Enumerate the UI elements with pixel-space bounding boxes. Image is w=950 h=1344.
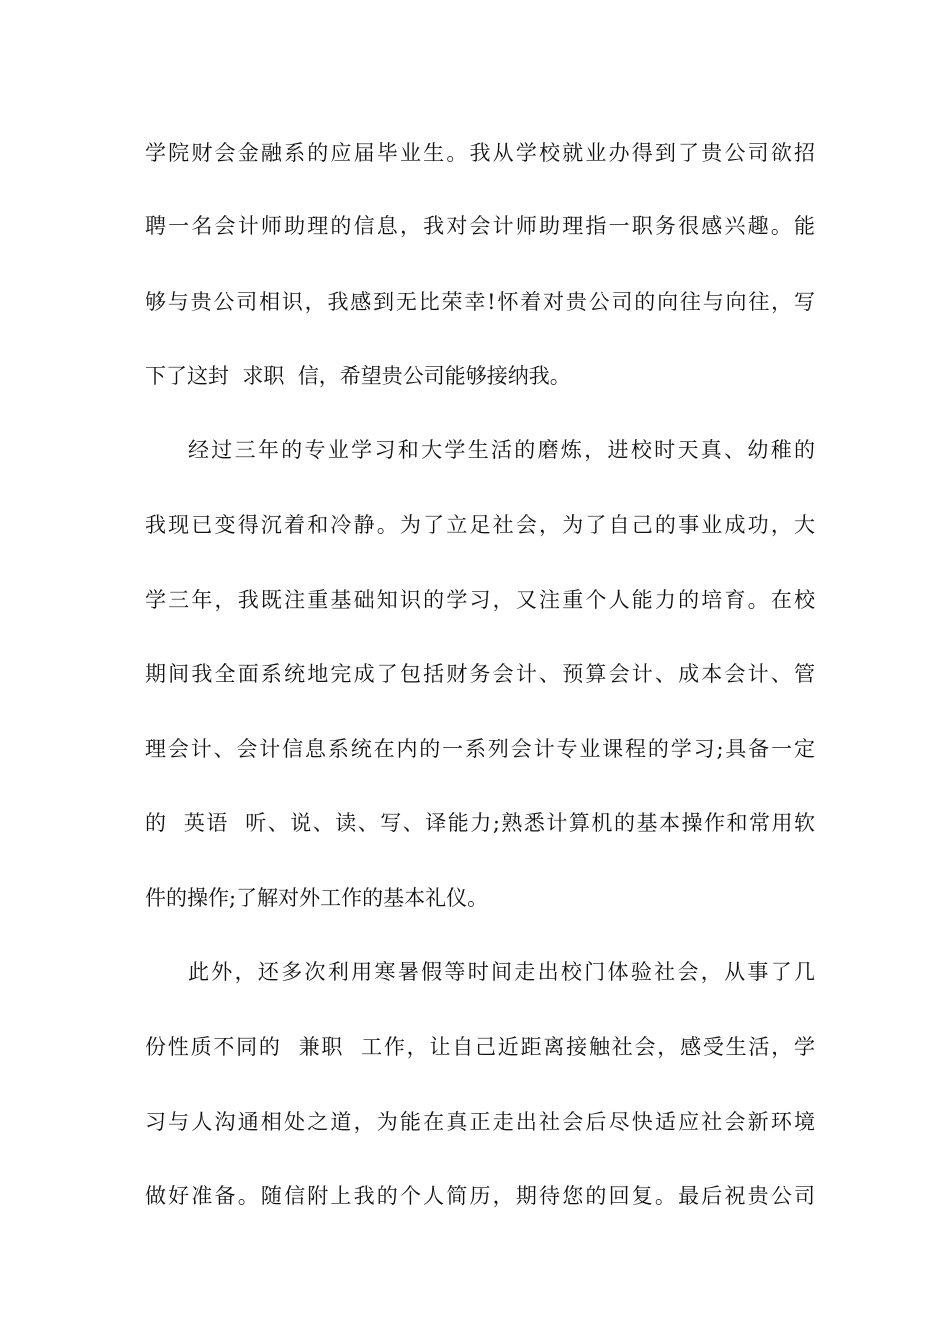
paragraph-2-line-2: 我现已变得沉着和冷静。为了立足社会，为了自己的事业成功，大 [145,513,815,537]
paragraph-2-line-1: 经过三年的专业学习和大学生活的磨炼，进校时天真、幼稚的 [188,438,815,462]
paragraph-2-line-6: 的 英语 听、说、读、写、译能力;熟悉计算机的基本操作和常用软 [145,811,815,835]
paragraph-2-line-5: 理会计、会计信息系统在内的一系列会计专业课程的学习;具备一定 [145,737,815,761]
paragraph-1-line-1: 学院财会金融系的应届毕业生。我从学校就业办得到了贵公司欲招 [145,141,815,165]
paragraph-1-line-4: 下了这封 求职 信，希望贵公司能够接纳我。 [145,364,571,388]
paragraph-2-line-4: 期间我全面系统地完成了包括财务会计、预算会计、成本会计、管 [145,662,815,686]
paragraph-3-line-3: 习与人沟通相处之道，为能在真正走出社会后尽快适应社会新环境 [145,1110,815,1134]
paragraph-2-line-3: 学三年，我既注重基础知识的学习，又注重个人能力的培育。在校 [145,588,815,612]
paragraph-3-line-2: 份性质不同的 兼职 工作，让自己近距离接触社会，感受生活，学 [145,1035,815,1059]
paragraph-3-line-4: 做好准备。随信附上我的个人简历，期待您的回复。最后祝贵公司 [145,1184,815,1208]
paragraph-2-line-7: 件的操作;了解对外工作的基本礼仪。 [145,886,489,910]
paragraph-1-line-2: 聘一名会计师助理的信息，我对会计师助理指一职务很感兴趣。能 [145,214,815,238]
paragraph-3-line-1: 此外，还多次利用寒暑假等时间走出校门体验社会，从事了几 [188,960,815,984]
paragraph-1-line-3: 够与贵公司相识，我感到无比荣幸!怀着对贵公司的向往与向往，写 [145,290,815,314]
